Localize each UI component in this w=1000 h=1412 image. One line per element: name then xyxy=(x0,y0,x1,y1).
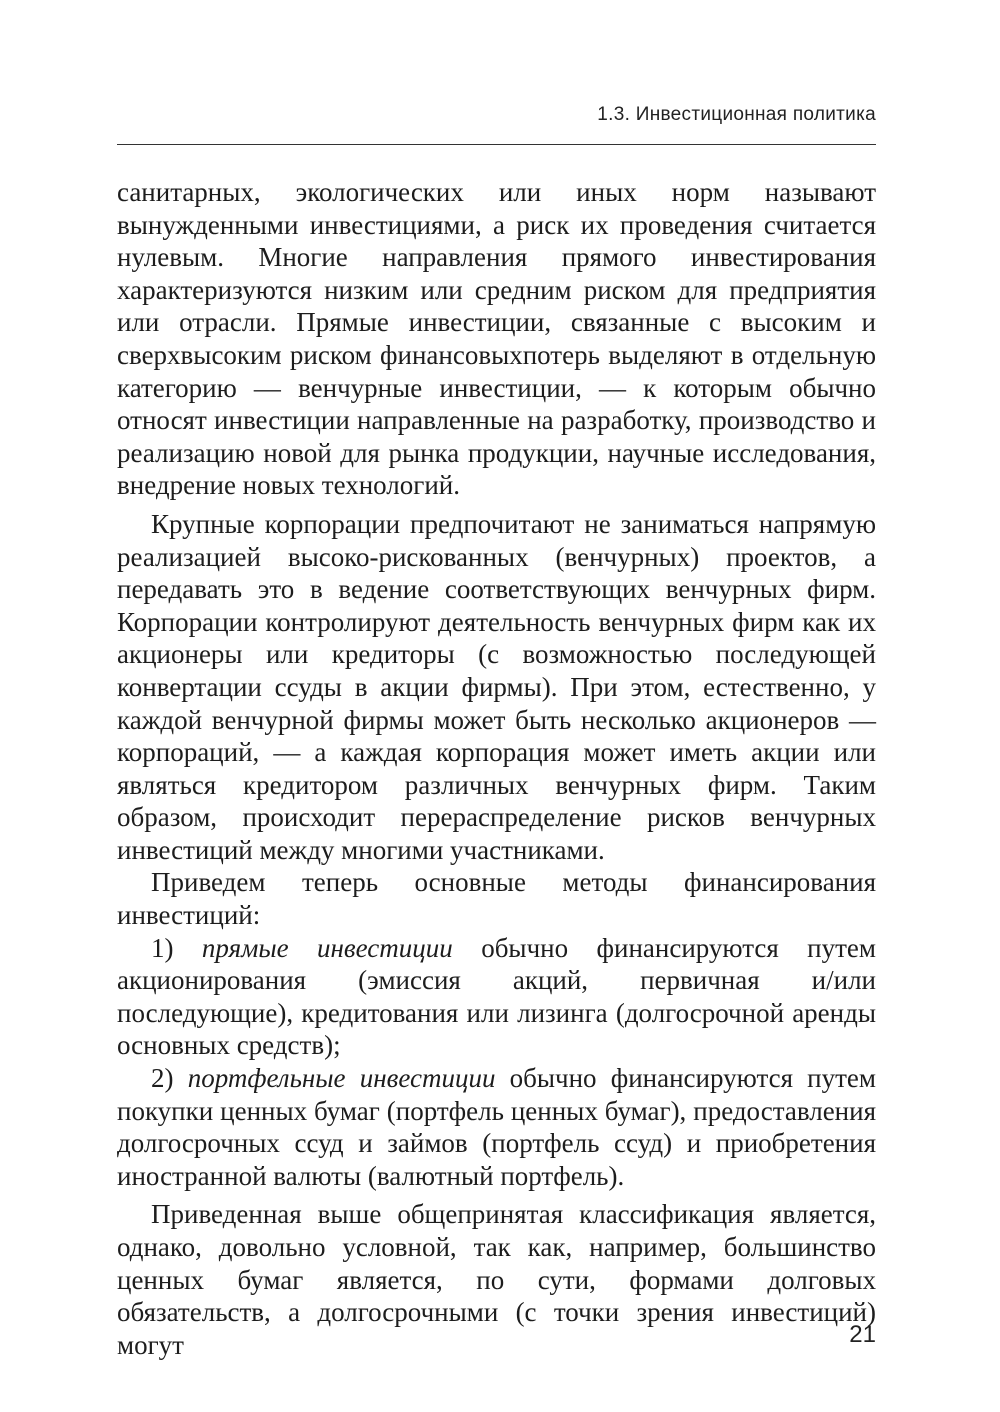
list-item-1-term: прямые инвестиции xyxy=(201,932,453,963)
list-item-1-number: 1) xyxy=(151,932,174,963)
paragraph-1: санитарных, экологических или иных норм называют вынужденными инвестициями, а риск их проведения считается нулевым. Многие направления прямого инвестирования характеризуются низким или средним риском для предприятия или отрасли. Прямые инвестиции, связанные с высоким и сверхвысоким риском финансовыхпотерь выделяют в отдельную категорию — венчурные инвестиции, — к которым обычно относят инвестиции направленные на разработку, производство и реализацию новой для рынка продукции, научные исследования, внедрение новых технологий. xyxy=(117,177,876,501)
list-item-1 xyxy=(117,932,876,1062)
list-item-1-text: обычно финансируются путем акционирования (эмиссия акций, первичная и/или последующие), кредитования или лизинга (долгосрочной аренды основных средств); xyxy=(117,932,876,1061)
list-item-2-text: обычно финансируются путем покупки ценных бумаг (портфель ценных бумаг), предоставления долгосрочных ссуд и займов (портфель ссуд) и приобретения иностранной валюты (валютный портфель). xyxy=(117,1063,876,1191)
list-item-2-number: 2) xyxy=(151,1063,174,1094)
paragraph-2: Крупные корпорации предпочитают не заниматься напрямую реализацией высоко-рискованных (венчурных) проектов, а передавать это в ведение соответствующих венчурных фирм. Корпорации контролируют деятельность венчурных фирм как их акционеры или кредиторы (с возможностью последующей конвертации ссуды в акции фирмы). При этом, естественно, у каждой венчурной фирмы может быть несколько акционеров — корпораций, — а каждая корпорация может иметь акции или являться кредитором различных венчурных фирм. Таким образом, происходит перераспределение рисков венчурных инвестиций между многими участниками. xyxy=(117,508,876,865)
list-item-2-term: портфельные инвестиции xyxy=(187,1063,496,1094)
header-divider xyxy=(117,144,876,145)
body-text xyxy=(117,176,876,1361)
running-header-title: 1.3. Инвестиционная политика xyxy=(597,104,876,125)
list-item-2 xyxy=(117,1062,876,1192)
paragraph-3: Приведем теперь основные методы финансирования инвестиций: xyxy=(117,867,876,931)
page-number: 21 xyxy=(849,1321,876,1348)
paragraph-4: Приведенная выше общепринятая классификация является, однако, довольно условной, так как, например, большинство ценных бумаг является, по сути, формами долговых обязательств, а долгосрочными (с точки зрения инвестиций) могут xyxy=(117,1199,876,1360)
